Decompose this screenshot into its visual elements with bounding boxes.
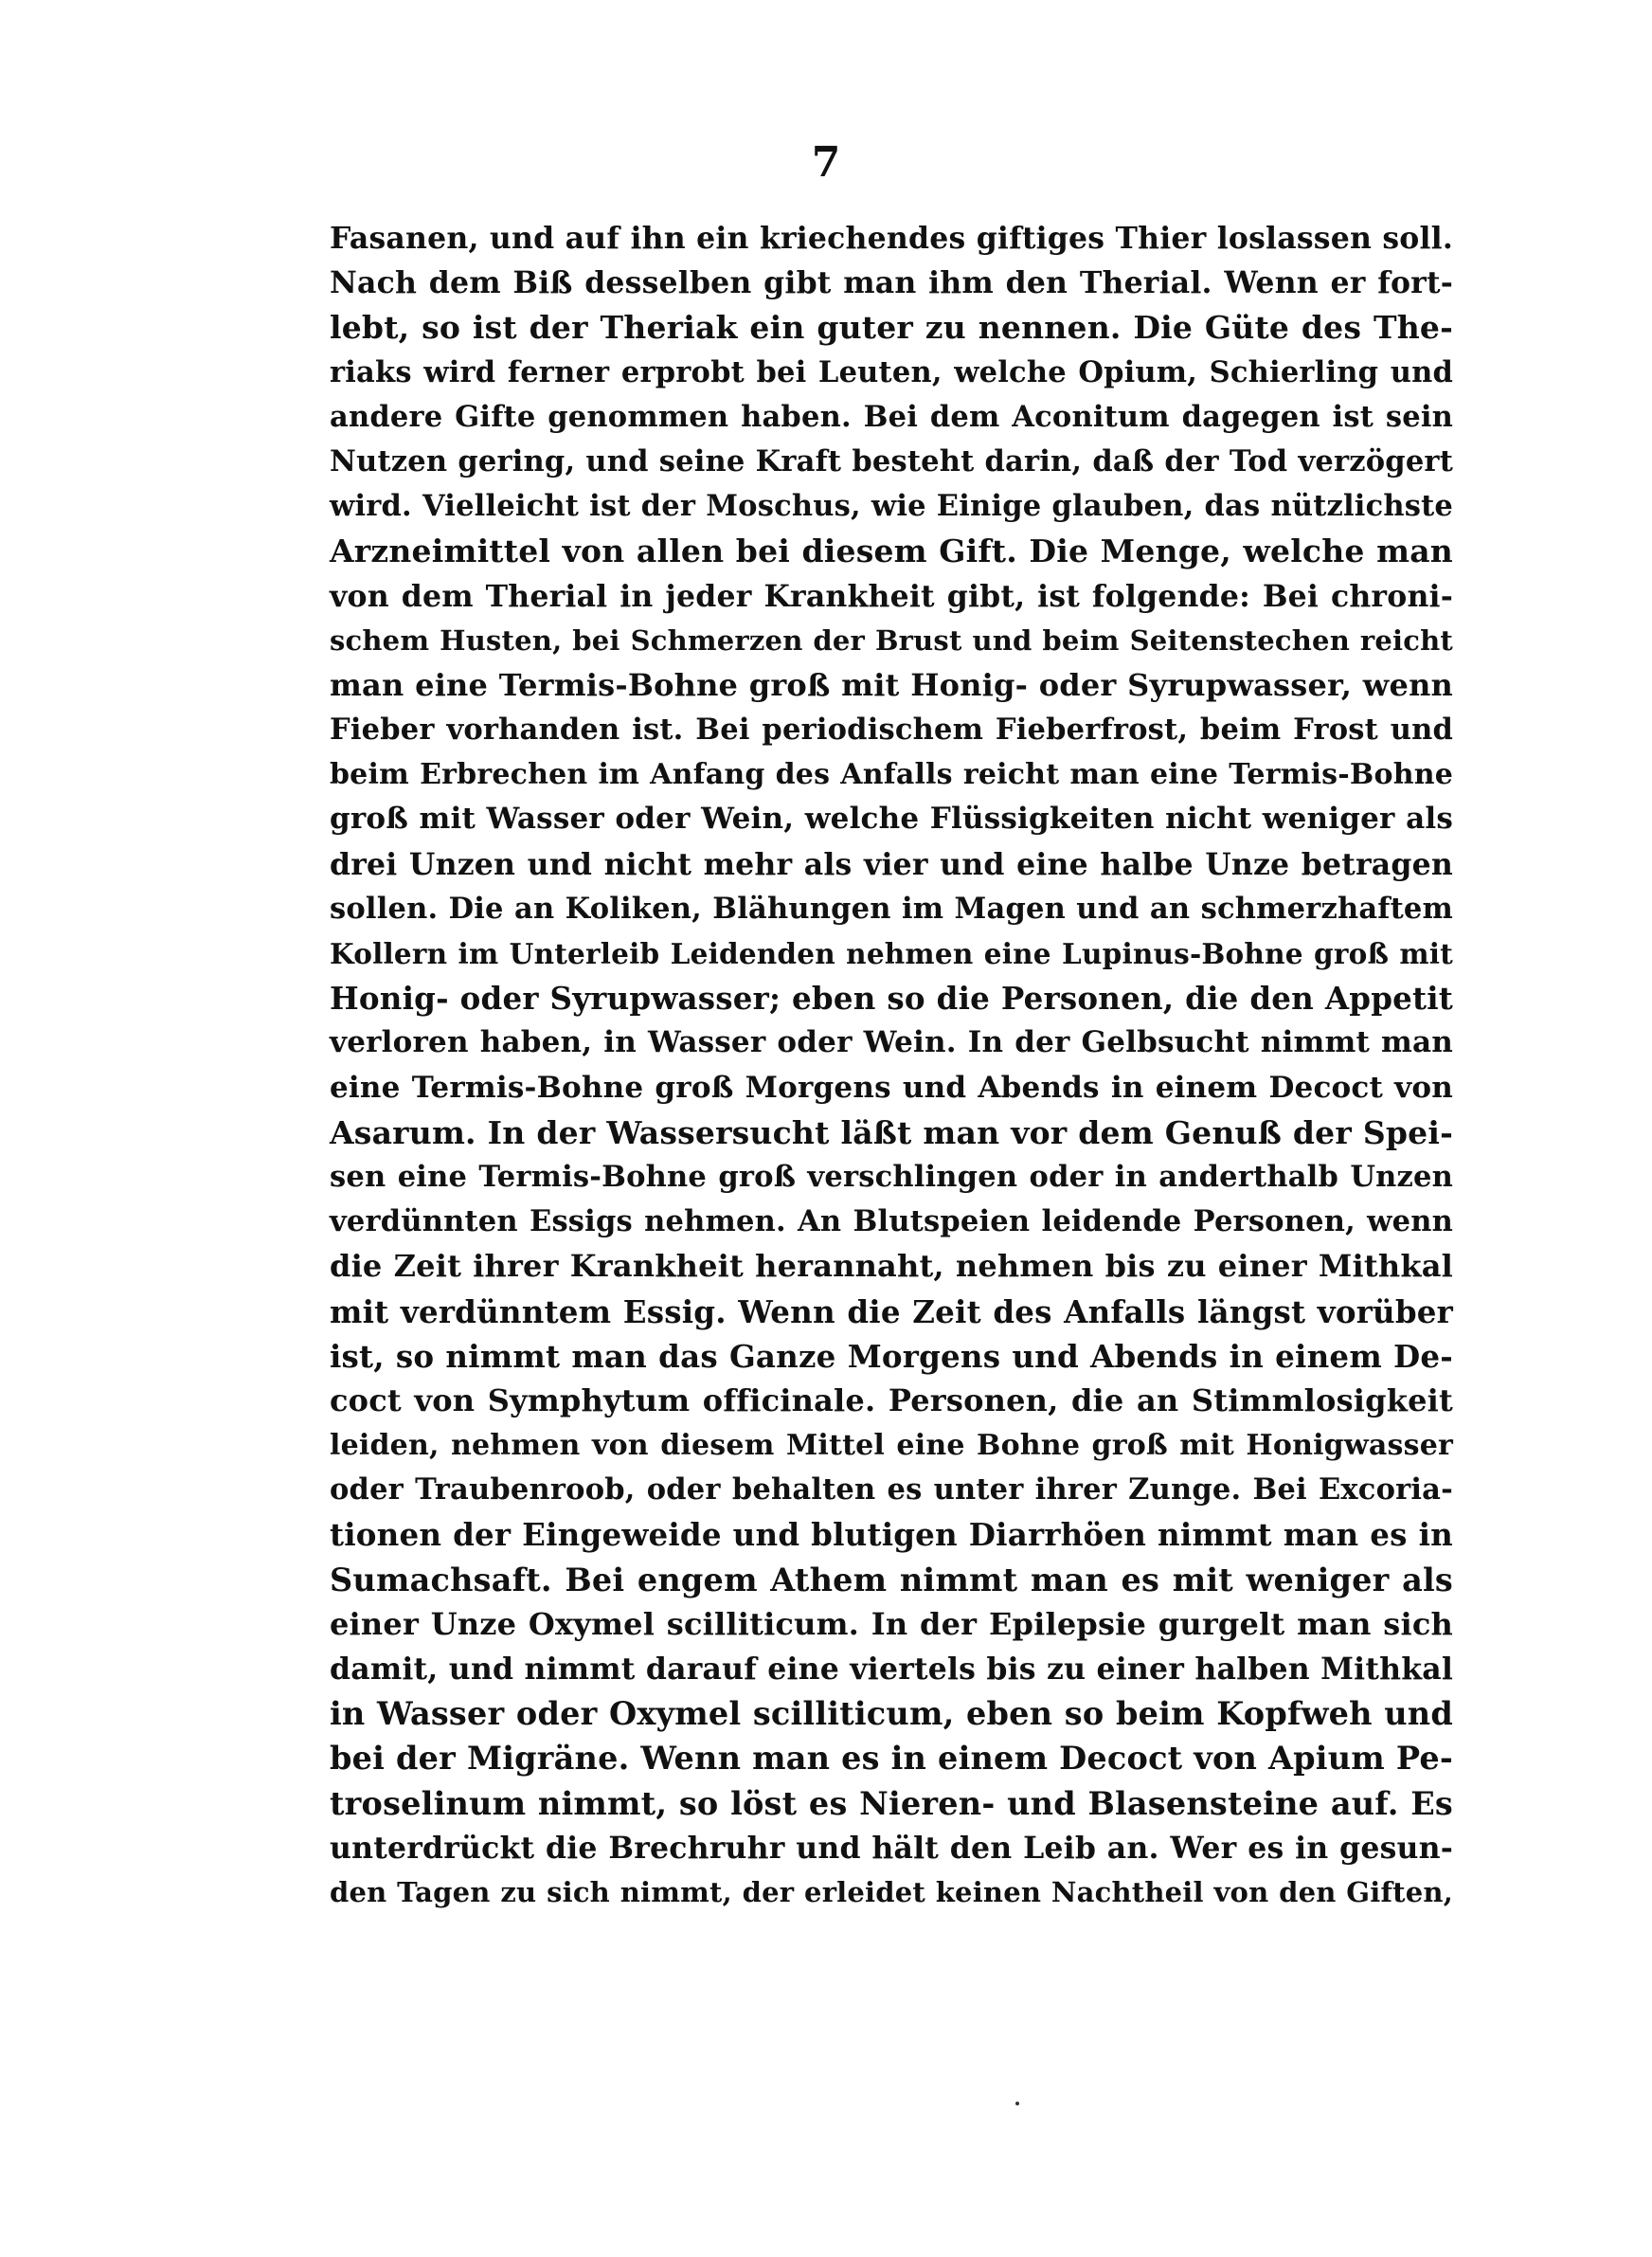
text-line: Kollern im Unterleib Leidenden nehmen eine Lupinus-Bohne groß mit — [330, 937, 1453, 970]
text-line: bei der Migräne. Wenn man es in einem Decoct von Apium Pe- — [330, 1740, 1453, 1778]
text-line: sen eine Termis-Bohne groß verschlingen oder in anderthalb Unzen — [330, 1159, 1453, 1194]
text-line: unterdrückt die Brechruhr und hält den Leib an. Wer es in gesun- — [330, 1830, 1453, 1866]
text-line: Asarum. In der Wassersucht läßt man vor dem Genuß der Spei- — [330, 1113, 1453, 1151]
text-line: Fieber vorhanden ist. Bei periodischem Fieberfrost, beim Frost und — [330, 713, 1453, 748]
text-line: ist, so nimmt man das Ganze Morgens und Abends in einem De- — [330, 1337, 1453, 1375]
text-line: verloren haben, in Wasser oder Wein. In der Gelbsucht nimmt man — [330, 1025, 1453, 1060]
text-line: Sumachsaft. Bei engem Athem nimmt man es mit weniger als — [330, 1561, 1453, 1598]
text-line: sollen. Die an Koliken, Blähungen im Magen und an schmerzhaftem — [330, 891, 1453, 926]
text-line: die Zeit ihrer Krankheit herannaht, nehmen bis zu einer Mithkal — [330, 1248, 1453, 1285]
text-line: man eine Termis-Bohne groß mit Honig- oder Syrupwasser, wenn — [330, 666, 1453, 703]
text-line: groß mit Wasser oder Wein, welche Flüssigkeiten nicht weniger als — [330, 802, 1453, 837]
text-line: Nach dem Biß desselben gibt man ihm den Therial. Wenn er fort- — [330, 265, 1453, 301]
text-line: Nutzen gering, und seine Kraft besteht darin, daß der Tod verzögert — [330, 443, 1453, 478]
text-line: in Wasser oder Oxymel scilliticum, eben so beim Kopfweh und — [330, 1695, 1453, 1733]
text-line: Honig- oder Syrupwasser; eben so die Personen, die den Appetit — [330, 980, 1453, 1018]
text-line: schem Husten, bei Schmerzen der Brust und beim Seitenstechen reicht — [330, 623, 1453, 657]
text-line: troselinum nimmt, so löst es Nieren- und Blasensteine auf. Es — [330, 1784, 1453, 1822]
text-line: wird. Vielleicht ist der Moschus, wie Einige glauben, das nützlichste — [330, 489, 1453, 524]
text-line: den Tagen zu sich nimmt, der erleidet keinen Nachtheil von den Giften, — [330, 1875, 1453, 1908]
text-line: andere Gifte genommen haben. Bei dem Aconitum dagegen ist sein — [330, 399, 1453, 434]
text-line: eine Termis-Bohne groß Morgens und Abends in einem Decoct von — [330, 1070, 1453, 1105]
text-line: tionen der Eingeweide und blutigen Diarrhöen nimmt man es in — [330, 1516, 1453, 1554]
text-line: riaks wird ferner erprobt bei Leuten, welche Opium, Schierling und — [330, 354, 1453, 389]
text-line: Fasanen, und auf ihn ein kriechendes giftiges Thier loslassen soll. — [330, 221, 1453, 256]
text-line: verdünnten Essigs nehmen. An Blutspeien leidende Personen, wenn — [330, 1204, 1453, 1239]
text-line: leiden, nehmen von diesem Mittel eine Bohne groß mit Honigwasser — [330, 1429, 1453, 1463]
text-line: damit, und nimmt darauf eine viertels bis zu einer halben Mithkal — [330, 1652, 1453, 1687]
text-line: drei Unzen und nicht mehr als vier und eine halbe Unze betragen — [330, 846, 1453, 882]
text-line: einer Unze Oxymel scilliticum. In der Epilepsie gurgelt man sich — [330, 1605, 1453, 1642]
text-line: mit verdünntem Essig. Wenn die Zeit des Anfalls längst vorüber — [330, 1292, 1453, 1330]
text-line: Arzneimittel von allen bei diesem Gift. Die Menge, welche man — [330, 533, 1453, 570]
page-number: 7 — [811, 138, 841, 187]
text-line: lebt, so ist der Theriak ein guter zu nennen. Die Güte des The- — [330, 309, 1453, 347]
ink-speck — [1015, 2102, 1019, 2105]
text-line: von dem Therial in jeder Krankheit gibt, ist folgende: Bei chroni- — [330, 578, 1453, 614]
text-line: coct von Symphytum officinale. Personen, die an Stimmlosigkeit — [330, 1381, 1453, 1418]
body-text — [330, 216, 1453, 1915]
text-line: oder Traubenroob, oder behalten es unter ihrer Zunge. Bei Excoria- — [330, 1472, 1453, 1508]
text-line: beim Erbrechen im Anfang des Anfalls reicht man eine Termis-Bohne — [330, 758, 1453, 792]
